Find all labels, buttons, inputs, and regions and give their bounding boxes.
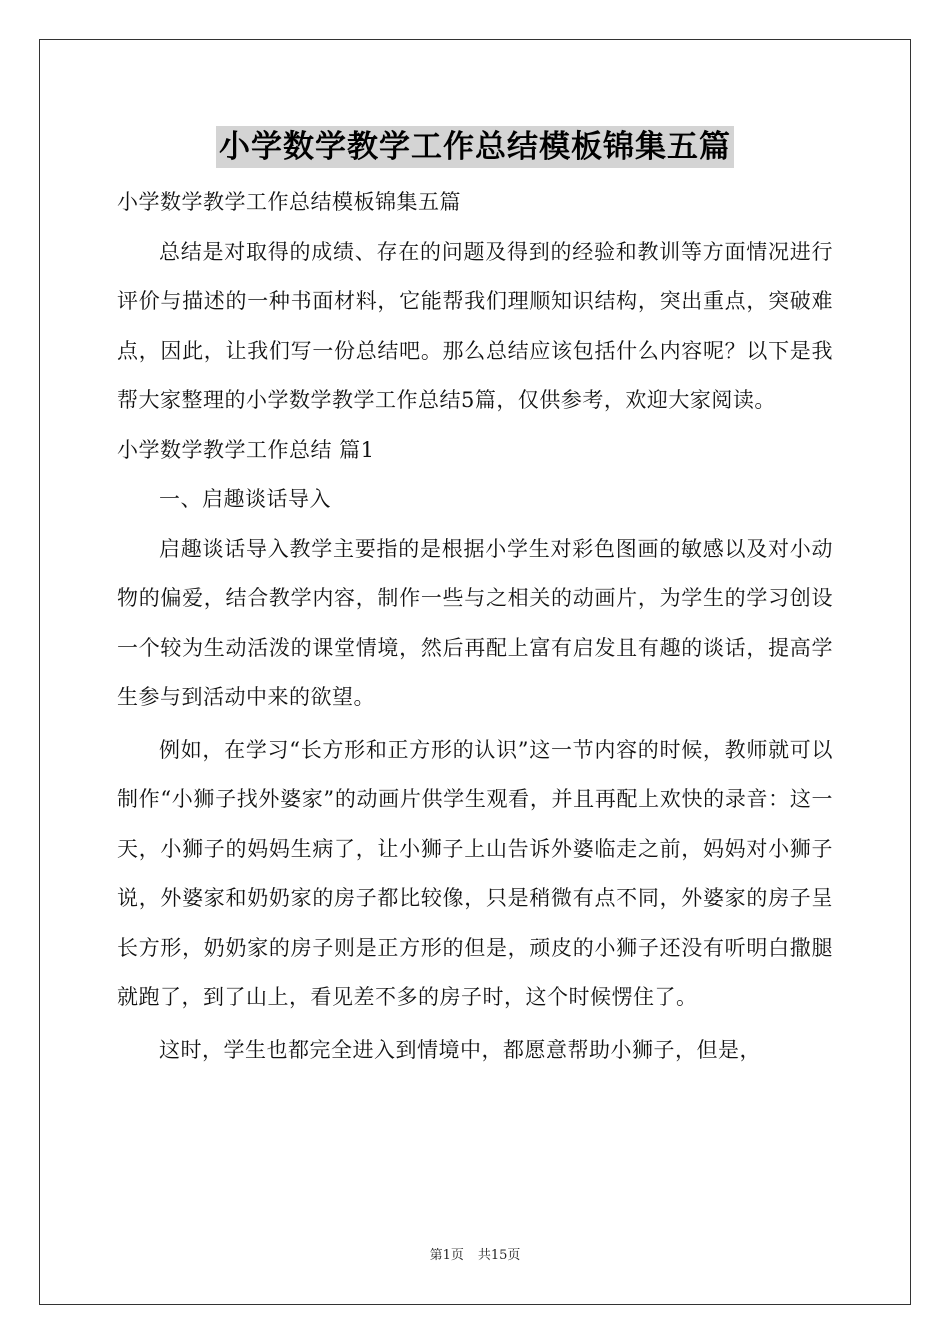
body-paragraph: 这时，学生也都完全进入到情境中，都愿意帮助小狮子，但是，	[159, 1037, 761, 1062]
section-subheading: 一、启趣谈话导入	[159, 487, 331, 511]
body-paragraph: 例如，在学习“长方形和正方形的认识”这一节内容的时候，教师就可以制作“小狮子找外婆家”的动画片供学生观看，并且再配上欢快的录音：这一天，小狮子的妈妈生病了，让小狮子上山告诉外婆临走之前，妈妈对小狮子说，外婆家和奶奶家的房子都比较像，只是稍微有点不同，外婆家的房子呈长方形，奶奶家的房子则是正方形的但是，顽皮的小狮子还没有听明白撒腿就跑了，到了山上，看见差不多的房子时，这个时候愣住了。	[117, 737, 833, 1009]
section-heading: 小学数学教学工作总结 篇1	[117, 437, 375, 462]
document-body	[117, 178, 833, 1075]
document-subtitle: 小学数学教学工作总结模板锦集五篇	[117, 190, 461, 214]
page-footer	[0, 1247, 950, 1265]
document-title: 小学数学教学工作总结模板锦集五篇	[216, 126, 734, 168]
page-number: 第1页	[429, 1248, 464, 1263]
page-total: 共15页	[477, 1248, 521, 1263]
title-block	[0, 126, 950, 168]
intro-paragraph: 总结是对取得的成绩、存在的问题及得到的经验和教训等方面情况进行评价与描述的一种书面材料，它能帮我们理顺知识结构，突出重点，突破难点，因此，让我们写一份总结吧。那么总结应该包括什么内容呢？以下是我帮大家整理的小学数学教学工作总结5篇，仅供参考，欢迎大家阅读。	[117, 239, 833, 412]
body-paragraph: 启趣谈话导入教学主要指的是根据小学生对彩色图画的敏感以及对小动物的偏爱，结合教学内容，制作一些与之相关的动画片，为学生的学习创设一个较为生动活泼的课堂情境，然后再配上富有启发且有趣的谈话，提高学生参与到活动中来的欲望。	[117, 536, 833, 709]
